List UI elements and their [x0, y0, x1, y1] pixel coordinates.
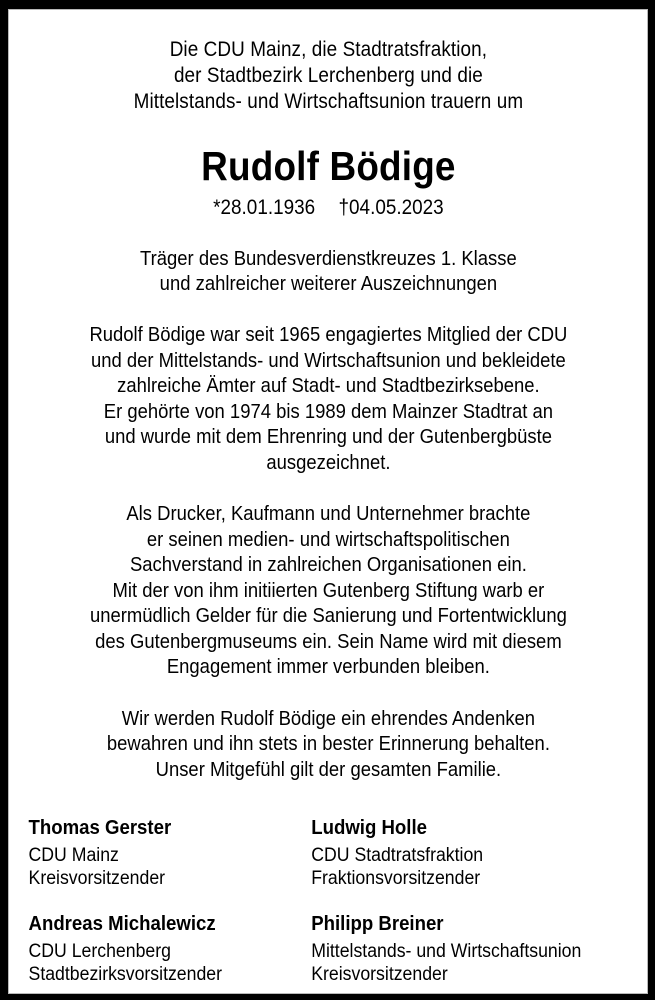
- honors-block: [9, 246, 647, 296]
- paragraph-line: Unser Mitgefühl gilt der gesamten Familie.: [155, 757, 501, 781]
- signatory-entry: [29, 816, 312, 890]
- paragraph-line: unermüdlich Gelder für die Sanierung und Fortentwicklung: [89, 604, 567, 627]
- signatory-role: Kreisvorsitzender: [311, 964, 448, 985]
- signatory-entry: [311, 912, 655, 986]
- paragraph-line: er seinen medien- und wirtschaftspolitischen: [146, 527, 510, 551]
- signatory-name: Philipp Breiner: [311, 913, 444, 935]
- signatory-organization: Mittelstands- und Wirtschaftsunion: [311, 941, 582, 962]
- signatory-name: Andreas Michalewicz: [28, 913, 216, 935]
- tribute-paragraph-three: [9, 706, 647, 783]
- tribute-paragraph-one: [9, 322, 647, 475]
- mourning-organizations: [9, 37, 647, 115]
- honors-line: und zahlreicher weiterer Auszeichnungen: [159, 272, 497, 295]
- birth-symbol: *: [212, 196, 221, 219]
- intro-line: Mittelstands- und Wirtschaftsunion trauern um: [133, 90, 523, 113]
- signatory-organization: CDU Stadtratsfraktion: [311, 845, 484, 866]
- paragraph-line: und wurde mit dem Ehrenring und der Gutenbergbüste: [104, 425, 552, 448]
- signatory-role: Fraktionsvorsitzender: [311, 868, 481, 889]
- signatory-organization: CDU Lerchenberg: [28, 941, 171, 962]
- paragraph-line: Mit der von ihm initiierten Gutenberg Stiftung warb er: [112, 578, 544, 602]
- death-date: 04.05.2023: [348, 196, 444, 219]
- notice-content: [9, 10, 647, 993]
- paragraph-line: Er gehörte von 1974 bis 1989 dem Mainzer Stadtrat an: [103, 399, 553, 423]
- signatory-block: [9, 816, 655, 986]
- paragraph-line: bewahren und ihn stets in bester Erinnerung behalten.: [106, 732, 550, 755]
- intro-line: Die CDU Mainz, die Stadtratsfraktion,: [169, 38, 487, 61]
- signatory-entry: [29, 912, 312, 986]
- signatory-name: Thomas Gerster: [28, 817, 172, 839]
- signatory-entry: [311, 816, 655, 890]
- signatory-name: Ludwig Holle: [311, 817, 427, 839]
- birth-date: 28.01.1936: [220, 196, 315, 219]
- deceased-name: Rudolf Bödige: [200, 143, 456, 189]
- paragraph-line: Sachverstand in zahlreichen Organisationen ein.: [129, 553, 527, 576]
- paragraph-line: Rudolf Bödige war seit 1965 engagiertes Mitglied der CDU: [89, 323, 567, 346]
- signatory-role: Stadtbezirksvorsitzender: [28, 964, 223, 985]
- life-dates: [9, 195, 647, 220]
- signatory-organization: CDU Mainz: [28, 845, 119, 866]
- paragraph-line: Wir werden Rudolf Bödige ein ehrendes Andenken: [121, 706, 535, 730]
- paragraph-line: zahlreiche Ämter auf Stadt- und Stadtbezirksebene.: [116, 374, 540, 397]
- paragraph-line: und der Mittelstands- und Wirtschaftsunion und bekleidete: [90, 348, 566, 372]
- paragraph-line: des Gutenbergmuseums ein. Sein Name wird mit diesem: [94, 629, 562, 653]
- death-symbol: †: [338, 196, 349, 219]
- signatory-role: Kreisvorsitzender: [28, 868, 166, 889]
- paragraph-line: Engagement immer verbunden bleiben.: [166, 655, 490, 678]
- paragraph-line: Als Drucker, Kaufmann und Unternehmer brachte: [125, 502, 531, 525]
- honors-line: Träger des Bundesverdienstkreuzes 1. Klasse: [139, 247, 517, 270]
- tribute-paragraph-two: [9, 501, 647, 680]
- paragraph-line: ausgezeichnet.: [265, 450, 391, 474]
- intro-line: der Stadtbezirk Lerchenberg und die: [173, 64, 483, 87]
- frame-border-left: [0, 0, 8, 1000]
- frame-border-top: [0, 0, 655, 9]
- frame-border-bottom: [0, 994, 655, 1000]
